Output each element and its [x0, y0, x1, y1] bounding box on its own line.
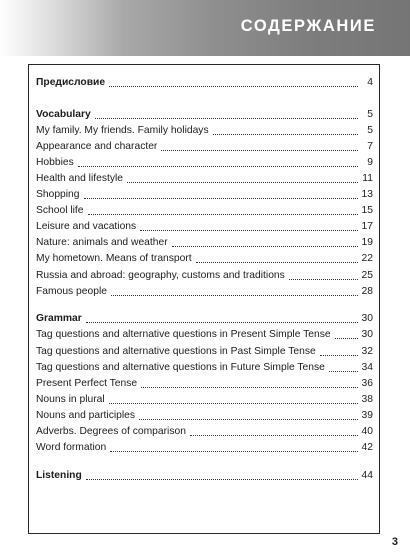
toc-entry-page: 4	[367, 77, 373, 88]
toc-entry	[36, 233, 373, 249]
toc-section-heading	[36, 73, 373, 89]
toc-entry-page: 44	[361, 470, 373, 481]
toc-entry-label: Word formation	[36, 442, 107, 453]
toc-entry-page: 17	[361, 221, 373, 232]
toc-entry-page: 7	[367, 141, 373, 152]
toc-entry	[36, 169, 373, 185]
toc-section-heading	[36, 105, 373, 121]
toc-entry-page: 22	[361, 253, 373, 264]
toc-entry-page: 30	[361, 329, 373, 340]
toc-entry-page: 5	[367, 109, 373, 120]
toc-entry-label: Nouns and participles	[36, 410, 136, 421]
dot-leader	[78, 166, 358, 167]
toc-entry-label: Vocabulary	[36, 109, 91, 120]
dot-leader	[95, 118, 358, 119]
header-band	[0, 0, 410, 56]
dot-leader	[111, 295, 358, 296]
toc-entry	[36, 121, 373, 137]
toc-entry-label: Russia and abroad: geography, customs and traditions	[36, 270, 285, 281]
toc-entry-label: Shopping	[36, 189, 80, 200]
dot-leader	[110, 451, 358, 452]
dot-leader	[86, 322, 358, 323]
dot-leader	[109, 403, 358, 404]
toc-entry-page: 9	[367, 157, 373, 168]
toc-entry-page: 5	[367, 125, 373, 136]
toc-entry-label: Предисловие	[36, 77, 106, 88]
dot-leader	[127, 182, 358, 183]
dot-leader	[161, 150, 358, 151]
dot-leader	[320, 355, 358, 356]
dot-leader	[190, 435, 358, 436]
toc-entry-label: Present Perfect Tense	[36, 378, 138, 389]
toc-entry-page: 15	[361, 205, 373, 216]
toc-entry-page: 36	[361, 378, 373, 389]
toc-entry	[36, 217, 373, 233]
dot-leader	[172, 246, 358, 247]
toc-entry	[36, 282, 373, 298]
toc-entry-label: Leisure and vacations	[36, 221, 137, 232]
dot-leader	[88, 214, 358, 215]
toc-entry-page: 39	[361, 410, 373, 421]
toc-entry	[36, 137, 373, 153]
dot-leader	[196, 262, 358, 263]
table-of-contents	[28, 64, 380, 534]
toc-entry-label: Famous people	[36, 286, 107, 297]
toc-entry-label: Tag questions and alternative questions in Future Simple Tense	[36, 362, 325, 373]
toc-entry-label: Listening	[36, 470, 82, 481]
toc-entry-page: 38	[361, 394, 373, 405]
toc-entry	[36, 374, 373, 390]
toc-entry-label: Tag questions and alternative questions in Present Simple Tense	[36, 329, 331, 340]
dot-leader	[213, 134, 358, 135]
dot-leader	[141, 387, 358, 388]
toc-entry	[36, 325, 373, 341]
toc-entry-label: Health and lifestyle	[36, 173, 124, 184]
toc-entry	[36, 438, 373, 454]
toc-entry-label: Nature: animals and weather	[36, 237, 168, 248]
toc-entry	[36, 266, 373, 282]
dot-leader	[84, 198, 358, 199]
toc-entry-page: 19	[361, 237, 373, 248]
toc-section-heading	[36, 466, 373, 482]
toc-entry-page: 40	[361, 426, 373, 437]
toc-entry-page: 30	[361, 313, 373, 324]
toc-entry	[36, 249, 373, 265]
toc-entry	[36, 185, 373, 201]
toc-entry-label: Appearance and character	[36, 141, 158, 152]
toc-entry	[36, 406, 373, 422]
toc-entry-label: Nouns in plural	[36, 394, 105, 405]
toc-entry-page: 42	[361, 442, 373, 453]
dot-leader	[140, 230, 358, 231]
dot-leader	[139, 419, 358, 420]
toc-section-heading	[36, 309, 373, 325]
toc-entry	[36, 153, 373, 169]
dot-leader	[289, 279, 358, 280]
dot-leader	[329, 371, 358, 372]
dot-leader	[86, 479, 358, 480]
toc-entry-page: 11	[362, 173, 373, 184]
toc-entry-label: Adverbs. Degrees of comparison	[36, 426, 186, 437]
dot-leader	[335, 338, 358, 339]
toc-entry-label: My hometown. Means of transport	[36, 253, 192, 264]
dot-leader	[109, 86, 358, 87]
toc-entry-label: Grammar	[36, 313, 82, 324]
page-number: 3	[391, 536, 398, 548]
toc-entry	[36, 342, 373, 358]
toc-entry-label: Tag questions and alternative questions in Past Simple Tense	[36, 346, 316, 357]
page-title: СОДЕРЖАНИЕ	[240, 17, 376, 35]
toc-entry	[36, 390, 373, 406]
toc-entry	[36, 422, 373, 438]
toc-entry	[36, 358, 373, 374]
toc-entry-page: 34	[361, 362, 373, 373]
toc-entry-page: 32	[361, 346, 373, 357]
toc-entry-page: 28	[361, 286, 373, 297]
toc-entry-page: 13	[361, 189, 373, 200]
toc-entry-label: School life	[36, 205, 84, 216]
toc-entry-page: 25	[361, 270, 373, 281]
toc-entry	[36, 201, 373, 217]
toc-entry-label: My family. My friends. Family holidays	[36, 125, 209, 136]
toc-entry-label: Hobbies	[36, 157, 74, 168]
